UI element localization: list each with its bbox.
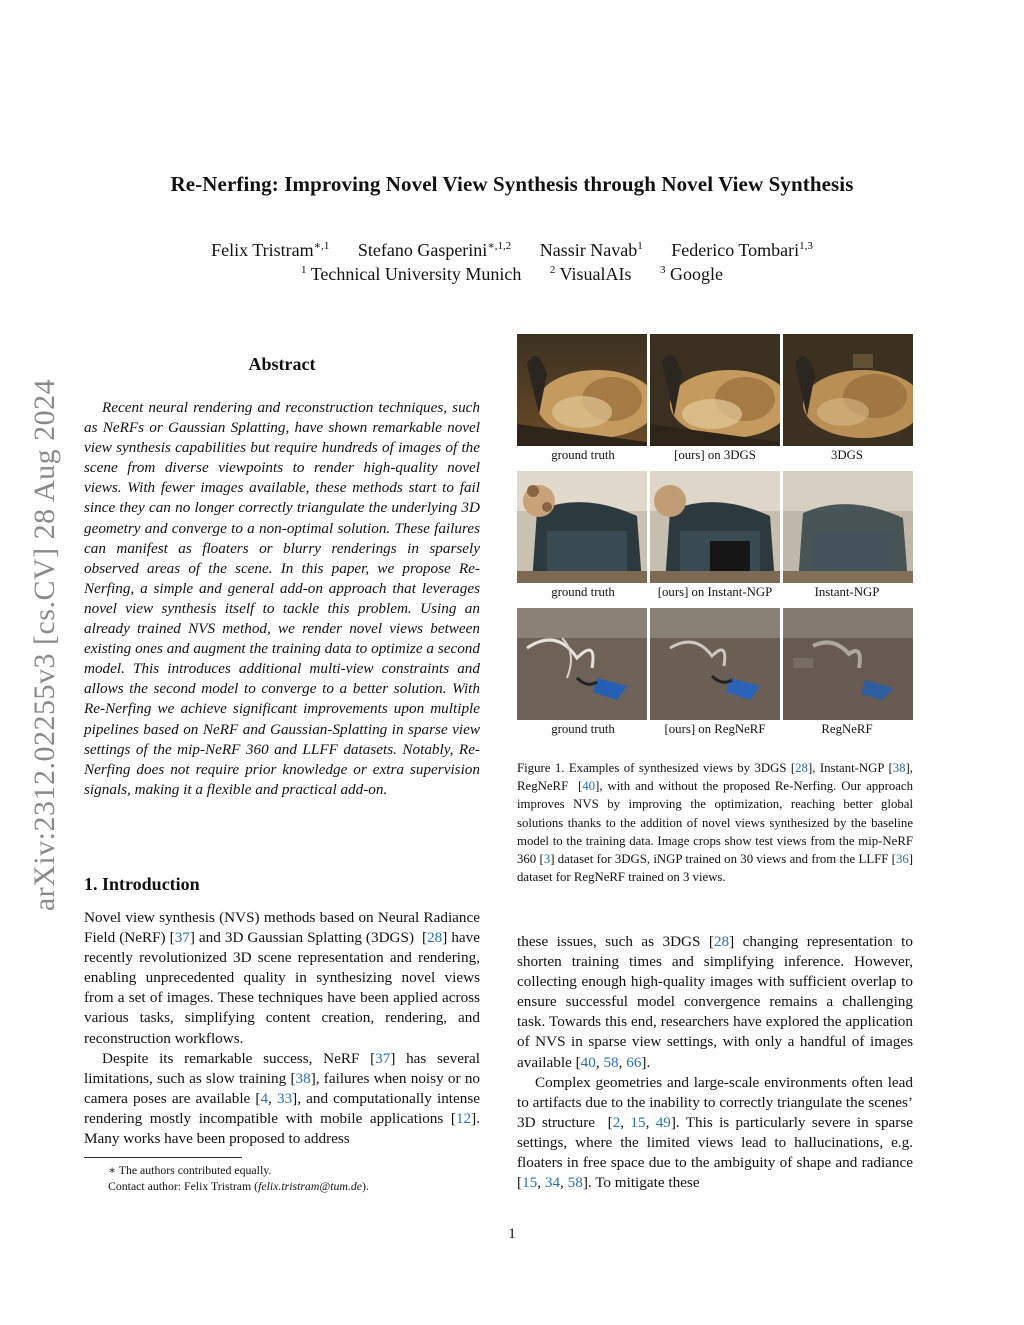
paragraph: these issues, such as 3DGS [28] changing representation to shorten training times and simplifying inference. However, collecting enough high-quality images with sufficient overlap to ensure successful model convergence remains a challenging task. Towards this end, researchers have explored the application of NVS in sparse view settings, with only a handful of images available [40, 58, 66].: [517, 933, 913, 1071]
section-heading-introduction: 1. Introduction: [84, 874, 200, 894]
citation-link[interactable]: 37: [375, 1049, 391, 1067]
footnote-rule: [84, 1157, 242, 1158]
paragraph: Despite its remarkable success, NeRF [37] has several limitations, such as slow training [38], failures when noisy or no camera poses are available [4, 33], and computationally intense rendering mostly incompatible with mobile applications [12]. Many works have been proposed to address: [84, 1049, 481, 1148]
citation-link[interactable]: 40: [582, 779, 596, 794]
citation-link[interactable]: 34: [544, 1174, 561, 1192]
citation-link[interactable]: 37: [174, 929, 190, 947]
figure-label: ground truth: [551, 585, 615, 599]
figure-label: [ours] on RegNeRF: [664, 722, 766, 736]
figure-image-ingp: [783, 471, 913, 583]
citation-link[interactable]: 66: [626, 1053, 642, 1071]
paragraph: Novel view synthesis (NVS) methods based on Neural Radiance Field (NeRF) [37] and 3D Gaussian Splatting (3DGS) [28] have recently revolutionized 3D scene representation and rendering, enabling unprecedented quality in synthesizing novel views from a set of images. These techniques have been applied across various tasks, simplifying content creation, rendering, and reconstruction workflows.: [84, 909, 480, 1047]
arxiv-sidebar: [0, 0, 60, 1325]
abstract-body: Recent neural rendering and reconstruction techniques, such as NeRFs or Gaussian Splatting, have shown remarkable novel view synthesis capabilities but require hundreds of images of the scene from diverse viewpoints to render high-quality novel views. With fewer images available, these methods start to fail since they can no longer correctly triangulate the underlying 3D geometry and converge to a non-optimal solution. These failures can manifest as floaters or blurry renderings in sparsely observed areas of the scene. In this paper, we propose Re-Nerfing, a simple and general add-on approach that leverages novel view synthesis itself to tackle this problem. Using an already trained NVS method, we render novel views between existing ones and augment the training data to optimize a second model. This introduces additional multi-view constraints and allows the second model to converge to a better solution. With Re-Nerfing we achieve significant improvements upon multiple pipelines based on NeRF and Gaussian-Splatting in sparse view settings of the mip-NeRF 360 and LLFF datasets. Notably, Re-Nerfing does not require prior knowledge or extra supervision signals, making it a flexible and practical add-on.: [84, 399, 480, 798]
author: Nassir Navab$^1$: [539, 240, 643, 260]
figure-label: [ours] on Instant-NGP: [657, 585, 773, 599]
figure-image-gt-3dgs: [517, 334, 647, 446]
affiliation: $^1$ Technical University Munich: [301, 264, 522, 284]
figure-image-gt-ingp: [517, 471, 647, 583]
introduction-body: [84, 908, 480, 1149]
citation-link[interactable]: 58: [567, 1174, 583, 1192]
figure-image-regnerf: [783, 608, 913, 720]
paragraph: Complex geometries and large-scale environments often lead to artifacts due to the inability to correctly triangulate the scenes’ 3D structure [2, 15, 49]. This is particularly severe in sparse settings, where the limited views lead to hallucinations, e.g. floaters in free space due to the ambiguity of shape and radiance [15, 34, 58]. To mitigate these: [517, 1073, 913, 1192]
figure-label: RegNeRF: [821, 722, 873, 736]
figure-image-ours-regnerf: [650, 608, 780, 720]
citation-link[interactable]: 12: [455, 1109, 472, 1127]
citation-link[interactable]: 58: [603, 1053, 619, 1071]
page-number: 1: [508, 1226, 516, 1242]
affiliation: $^2$ VisualAIs: [549, 264, 632, 284]
footnote-equal-contribution: ∗ The authors contributed equally.: [108, 1163, 272, 1177]
right-column-body: [517, 932, 913, 1193]
paper-title: Re-Nerfing: Improving Novel View Synthesis through Novel View Synthesis: [170, 172, 854, 196]
contact-email-link[interactable]: felix.tristram@tum.de: [258, 1179, 362, 1193]
citation-link[interactable]: 49: [655, 1113, 671, 1131]
citation-link[interactable]: 38: [295, 1069, 311, 1087]
citation-link[interactable]: 28: [427, 929, 443, 947]
citation-link[interactable]: 15: [630, 1113, 646, 1131]
citation-link[interactable]: 28: [713, 933, 730, 950]
figure-label: ground truth: [551, 722, 615, 736]
citation-link[interactable]: 4: [260, 1089, 269, 1107]
footnote: [108, 1162, 369, 1194]
citation-link[interactable]: 40: [580, 1053, 596, 1071]
author: Stefano Gasperini$^{∗,1,2}$: [357, 240, 512, 260]
footnote-contact: Contact author: Felix Tristram (felix.tristram@tum.de).: [108, 1179, 369, 1193]
citation-link[interactable]: 28: [795, 761, 808, 775]
author: Felix Tristram$^{∗,1}$: [211, 240, 330, 260]
figure-image-3dgs: [783, 334, 913, 446]
figure-label: ground truth: [551, 448, 615, 462]
arxiv-identifier: arXiv:2312.02255v3 [cs.CV] 28 Aug 2024: [28, 378, 61, 912]
citation-link[interactable]: 15: [522, 1174, 538, 1192]
figure-label: [ours] on 3DGS: [674, 448, 756, 462]
citation-link[interactable]: 33: [276, 1089, 293, 1107]
author-list: [0, 240, 1024, 261]
citation-link[interactable]: 36: [895, 852, 909, 867]
figure-image-ours-ingp: [650, 471, 780, 583]
abstract-heading: Abstract: [248, 354, 316, 374]
affiliation: $^3$ Google: [659, 264, 723, 284]
affiliation-list: [0, 264, 1024, 285]
figure-caption: Figure 1. Examples of synthesized views by 3DGS [28], Instant-NGP [38], RegNeRF [40], with and without the proposed Re-Nerfing. Our approach improves NVS by improving the optimization, reaching better global solutions thanks to the addition of novel views synthesized by the baseline model to the training data. Image crops show test views from the mip-NeRF 360 [3] dataset for 3DGS, iNGP trained on 30 views and from the LLFF [36] dataset for RegNeRF trained on 3 views.: [517, 761, 914, 885]
citation-link[interactable]: 38: [892, 761, 906, 775]
figure-label: Instant-NGP: [814, 585, 880, 599]
citation-link[interactable]: 3: [543, 852, 551, 867]
figure-label: 3DGS: [831, 448, 863, 462]
figure-image-gt-regnerf: [517, 608, 647, 720]
figure-image-ours-3dgs: [650, 334, 780, 446]
citation-link[interactable]: 2: [612, 1113, 621, 1131]
author: Federico Tombari$^{1,3}$: [671, 240, 813, 260]
